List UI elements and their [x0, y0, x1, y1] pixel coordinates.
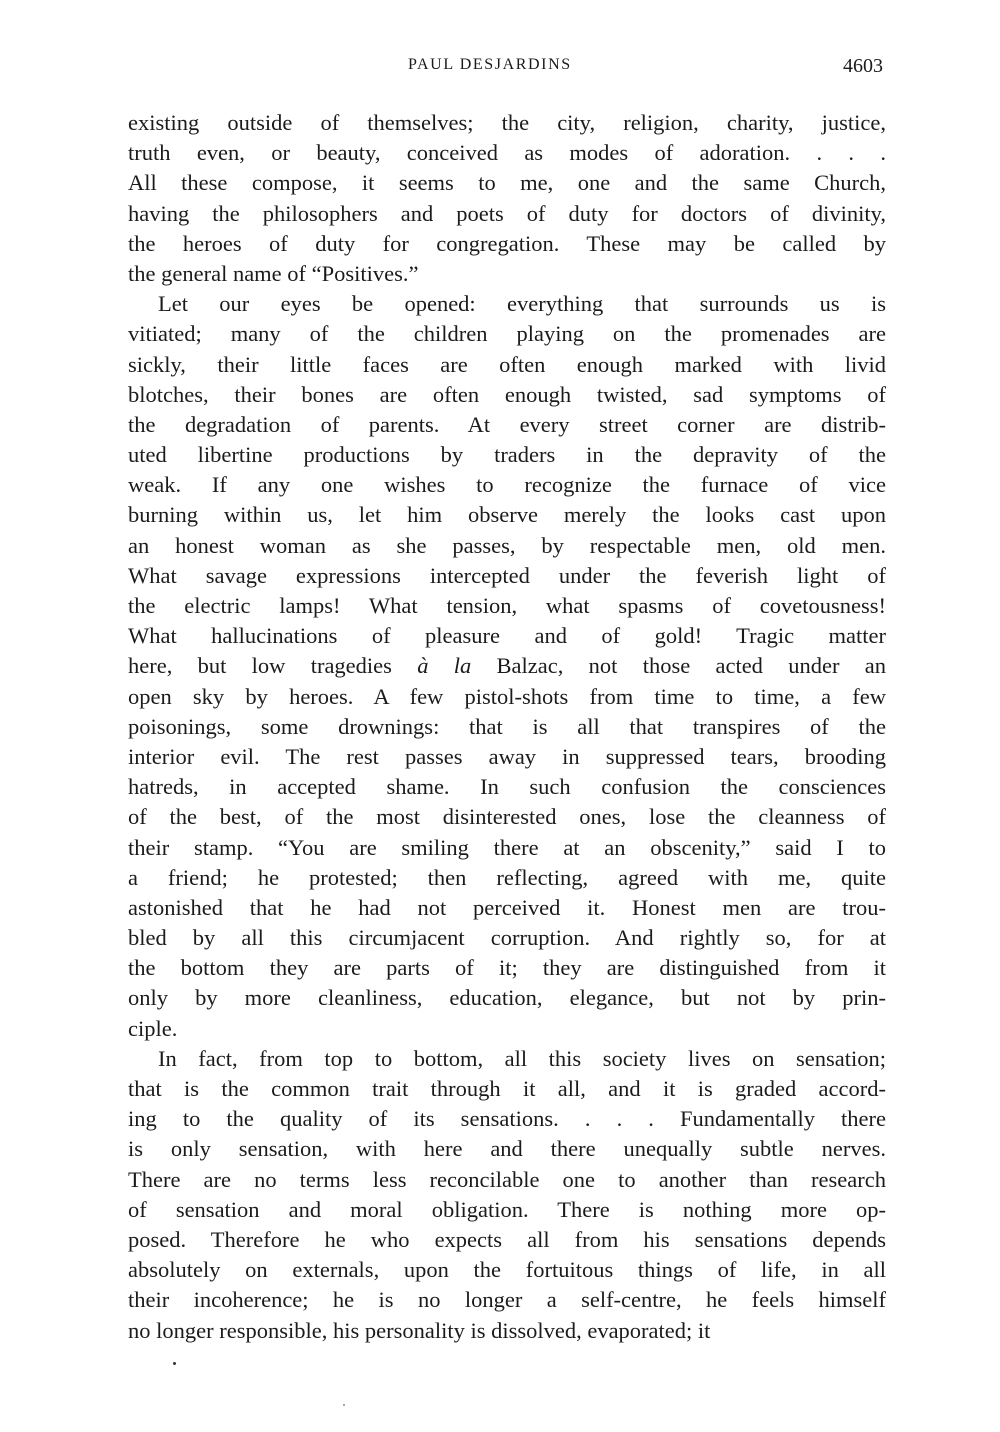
text-line: blotches, their bones are often enough twisted, sad symptoms of: [128, 381, 886, 407]
text-line: ciple.: [128, 1015, 178, 1041]
text-line: their stamp. “You are smiling there at an obscenity,” said I to: [128, 834, 886, 860]
text-line: of the best, of the most disinterested ones, lose the cleanness of: [128, 804, 886, 830]
text-line: bled by all this circumjacent corruption. And rightly so, for at: [128, 925, 886, 951]
text-line: interior evil. The rest passes away in suppressed tears, brooding: [128, 743, 886, 769]
text-line: is only sensation, with here and there unequally subtle nerves.: [128, 1136, 886, 1162]
text-line: the general name of “Positives.”: [128, 260, 419, 286]
scan-speck: [173, 1362, 176, 1365]
text-line: uted libertine productions by traders in the depravity of the: [128, 442, 886, 468]
text-line: In fact, from top to bottom, all this society lives on sensation;: [158, 1045, 886, 1071]
text-line: the heroes of duty for congregation. These may be called by: [128, 230, 886, 256]
text-line: only by more cleanliness, education, elegance, but not by prin-: [128, 985, 886, 1011]
text-line: There are no terms less reconcilable one to another than research: [128, 1166, 886, 1192]
text-line: existing outside of themselves; the city, religion, charity, justice,: [128, 110, 886, 135]
page-number: 4603: [843, 55, 883, 77]
text-line: the electric lamps! What tension, what spasms of covetousness!: [128, 593, 886, 618]
text-line: Let our eyes be opened: everything that surrounds us is: [158, 291, 886, 317]
text-line: posed. Therefore he who expects all from his sensations depends: [128, 1226, 886, 1252]
paragraph: [128, 108, 886, 289]
text-line: All these compose, it seems to me, one and the same Church,: [128, 170, 886, 196]
text-line: sickly, their little faces are often enough marked with livid: [128, 351, 886, 377]
text-line: weak. If any one wishes to recognize the furnace of vice: [128, 472, 886, 498]
text-line: the degradation of parents. At every street corner are distrib-: [128, 411, 886, 437]
text-line: having the philosophers and poets of duty for doctors of divinity,: [128, 200, 886, 226]
text-line: that is the common trait through it all, and it is graded accord-: [128, 1076, 886, 1101]
italic-phrase: à la: [417, 653, 472, 679]
text-line: ing to the quality of its sensations. . . . Fundamentally there: [128, 1106, 886, 1132]
text-line: vitiated; many of the children playing on the promenades are: [128, 321, 886, 347]
scan-speck: [343, 1404, 345, 1406]
text-line: a friend; he protested; then reflecting, agreed with me, quite: [128, 864, 886, 890]
text-line: truth even, or beauty, conceived as modes of adoration. . . .: [128, 140, 886, 166]
paragraph: [128, 289, 886, 1044]
body-text: [128, 108, 886, 1346]
paragraph: [128, 1044, 886, 1346]
text-line: burning within us, let him observe merely the looks cast upon: [128, 502, 886, 528]
text-line: What hallucinations of pleasure and of gold! Tragic matter: [128, 623, 886, 649]
text-line: absolutely on externals, upon the fortuitous things of life, in all: [128, 1257, 886, 1283]
text-line: their incoherence; he is no longer a self-centre, he feels himself: [128, 1287, 886, 1313]
running-head-title: PAUL DESJARDINS: [408, 56, 572, 73]
text-line: open sky by heroes. A few pistol-shots from time to time, a few: [128, 683, 886, 709]
text-line: here, but low tragedies à la Balzac, not those acted under an: [128, 653, 886, 679]
text-line: astonished that he had not perceived it. Honest men are trou-: [128, 894, 886, 920]
text-line: poisonings, some drownings: that is all that transpires of the: [128, 713, 886, 739]
text-line: hatreds, in accepted shame. In such confusion the consciences: [128, 774, 886, 800]
text-line: no longer responsible, his personality is dissolved, evaporated; it: [128, 1317, 711, 1343]
text-line: What savage expressions intercepted under the feverish light of: [128, 562, 886, 588]
text-line: the bottom they are parts of it; they are distinguished from it: [128, 955, 886, 981]
text-line: an honest woman as she passes, by respectable men, old men.: [128, 532, 886, 558]
text-line: of sensation and moral obligation. There is nothing more op-: [128, 1196, 886, 1222]
